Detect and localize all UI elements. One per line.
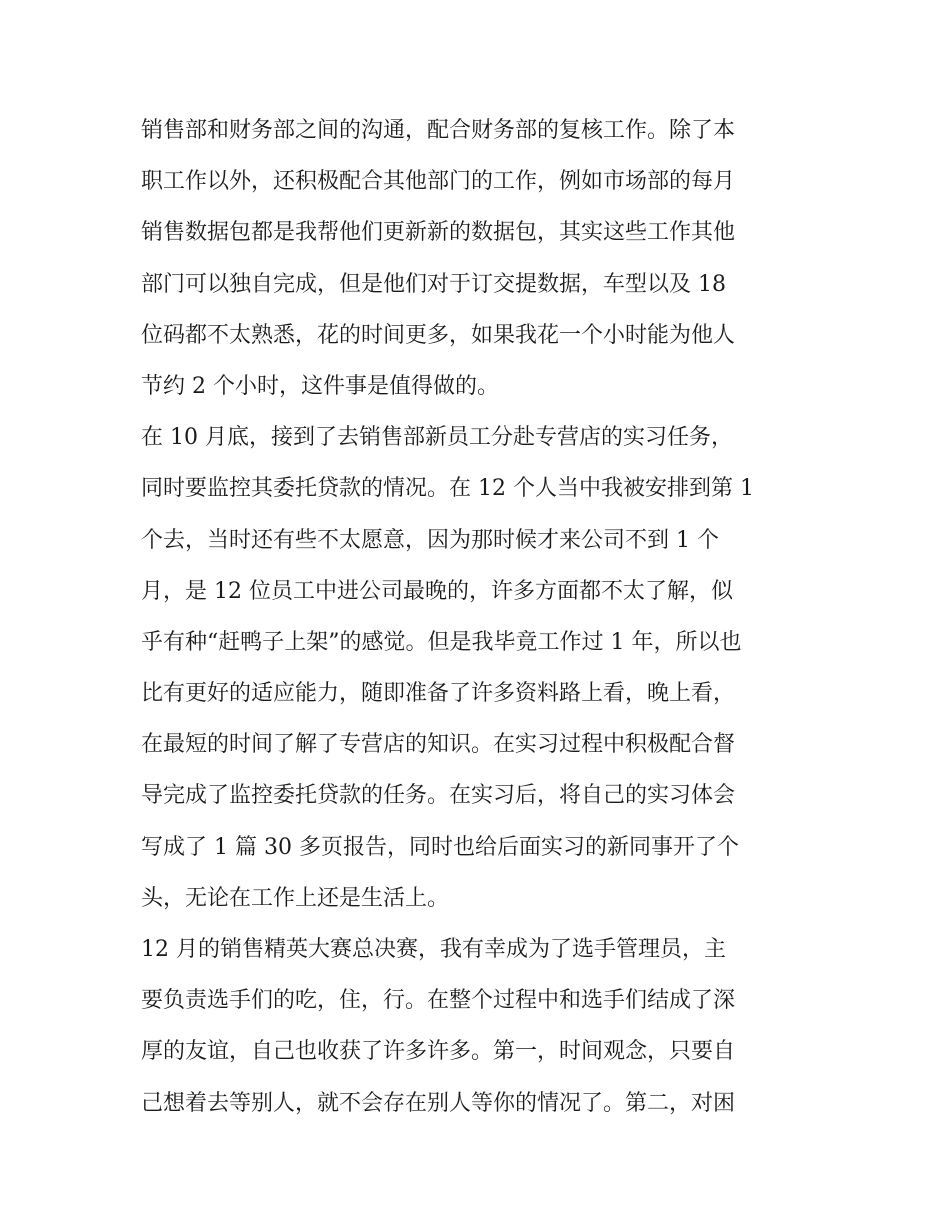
text-line: 写成了 1 篇 30 多页报告，同时也给后面实习的新同事开了个 [141, 834, 739, 860]
text-line: 导完成了监控委托贷款的任务。在实习后，将自己的实习体会 [141, 783, 736, 809]
text-line: 在最短的时间了解了专营店的知识。在实习过程中积极配合督 [141, 732, 736, 758]
text-line: 要负责选手们的吃，住，行。在整个过程中和选手们结成了深 [141, 988, 736, 1014]
text-line: 销售部和财务部之间的沟通，配合财务部的复核工作。除了本 [141, 118, 736, 143]
text-line: 月，是 12 位员工中进公司最晚的，许多方面都不太了解，似 [141, 578, 733, 604]
text-line: 乎有种“赶鸭子上架”的感觉。但是我毕竟工作过 1 年，所以也 [141, 629, 742, 655]
text-line: 个去，当时还有些不太愿意，因为那时候才来公司不到 1 个 [141, 527, 719, 553]
text-line: 12 月的销售精英大赛总决赛，我有幸成为了选手管理员，主 [141, 937, 726, 962]
text-line: 己想着去等别人，就不会存在别人等你的情况了。第二，对困 [141, 1090, 736, 1116]
text-line: 比有更好的适应能力，随即准备了许多资料路上看，晚上看， [141, 681, 736, 707]
text-line: 节约 2 个小时，这件事是值得做的。 [141, 373, 499, 399]
text-line: 销售数据包都是我帮他们更新新的数据包，其实这些工作其他 [141, 220, 736, 246]
text-line: 同时要监控其委托贷款的情况。在 12 个人当中我被安排到第 1 [141, 476, 754, 502]
text-line: 头，无论在工作上还是生活上。 [141, 885, 450, 911]
text-line: 部门可以独自完成，但是他们对于订交提数据，车型以及 18 [141, 271, 726, 297]
text-line: 在 10 月底，接到了去销售部新员工分赴专营店的实习任务， [141, 425, 733, 451]
text-line: 职工作以外，还积极配合其他部门的工作，例如市场部的每月 [141, 169, 736, 195]
body-text [141, 105, 821, 1129]
text-line: 位码都不太熟悉，花的时间更多，如果我花一个小时能为他人 [141, 322, 736, 348]
text-line: 厚的友谊，自己也收获了许多许多。第一，时间观念，只要自 [141, 1039, 736, 1065]
